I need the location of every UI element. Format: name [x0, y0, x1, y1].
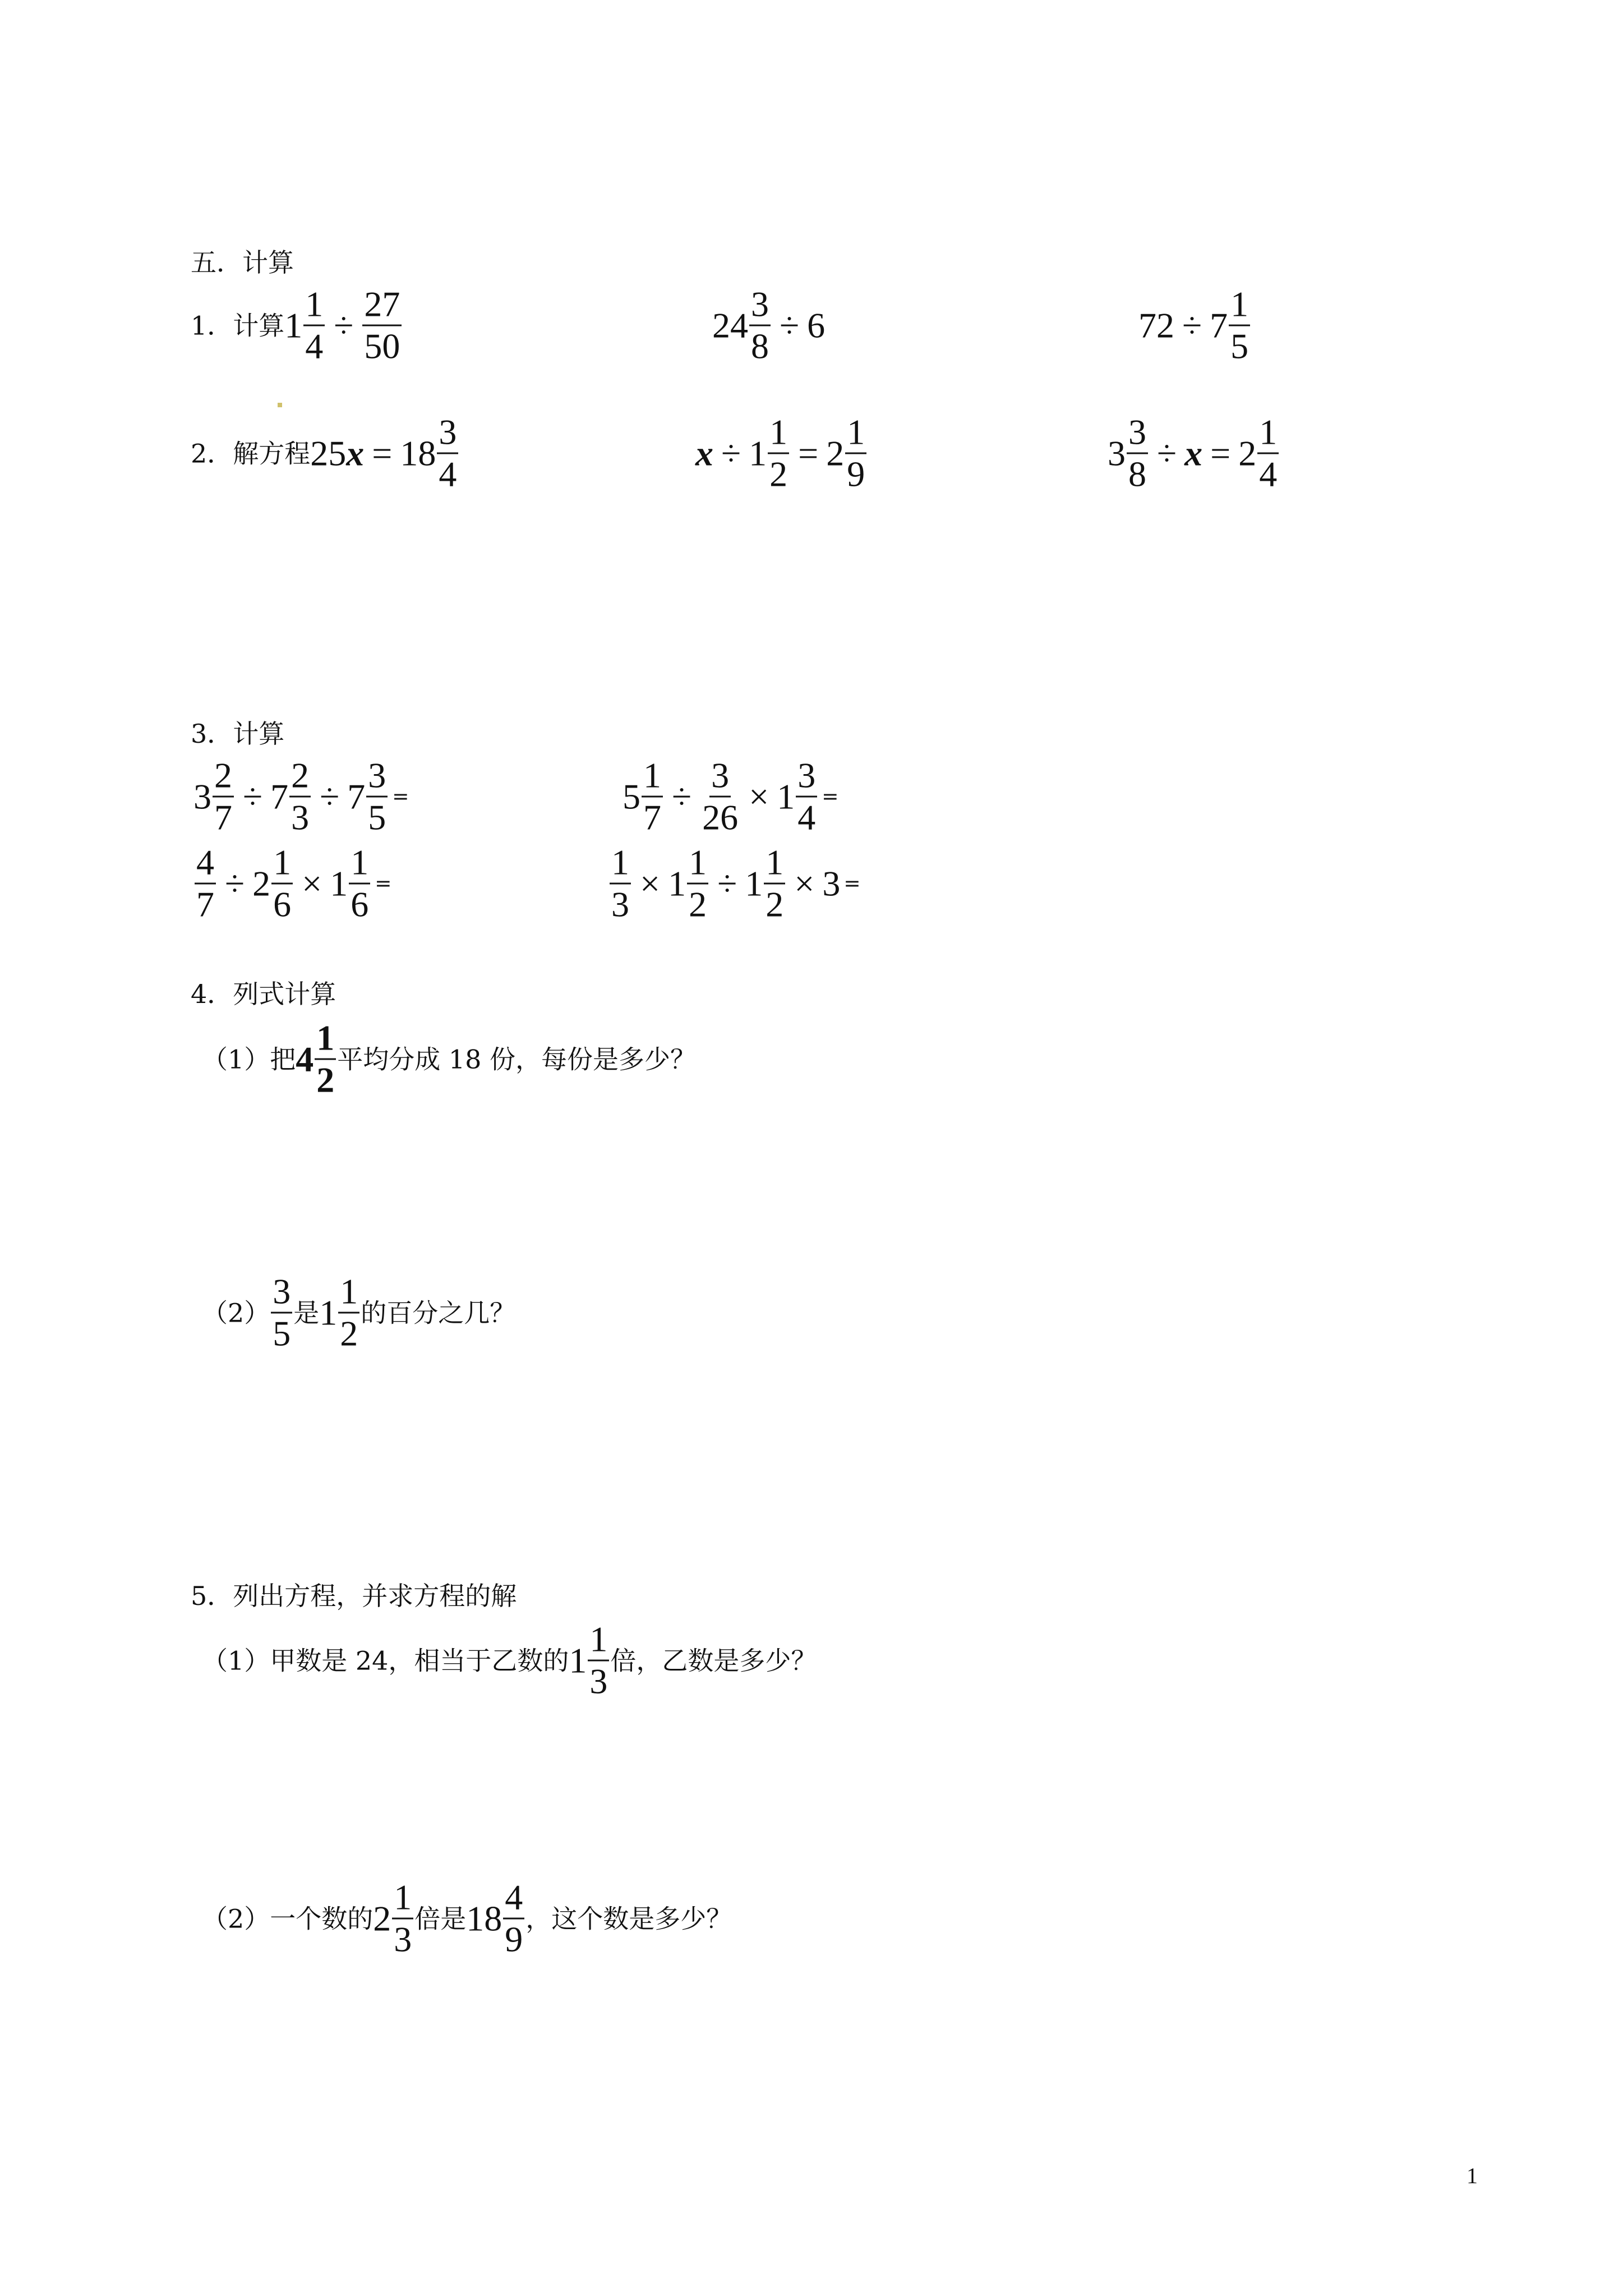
q5-part-2: （2）一个数的 2 $\frac{1}{3}$ 倍是 18 $\frac{4}{9}$ ，这个数是多少？ [202, 1877, 732, 1959]
q1-expression-1: 1 $\frac{1}{4}$ ÷ $\frac{27}{50}$ [284, 287, 403, 365]
q2-row-1 [191, 412, 459, 494]
q4-label: 4．列式计算 [191, 979, 336, 1009]
q3-expression-2: 5 $\frac{1}{7}$ ÷ $\frac{3}{26}$ × 1 $\frac{3}{4}$ = [623, 755, 839, 838]
q3-label: 3．计算 [191, 719, 285, 749]
q1-label: 1．计算 [191, 310, 285, 341]
q5-part-1: （1）甲数是 24，相当于乙数的 1 $\frac{1}{3}$ 倍，乙数是多少？ [202, 1619, 817, 1701]
q5-p2-number-1: 2 $\frac{1}{3}$ [373, 1880, 414, 1958]
q1-expression-3: 72 ÷ 7 $\frac{1}{5}$ [1138, 287, 1251, 365]
q4-p1-number: 4 $\frac{1}{2}$ [296, 1020, 337, 1098]
stray-mark [278, 403, 282, 407]
q1-row-1 [191, 284, 403, 366]
q2-expression-1: 25 x = 18 $\frac{3}{4}$ [310, 415, 459, 493]
q3-expression-1: 3 $\frac{2}{7}$ ÷ 7 $\frac{2}{3}$ ÷ 7 $\frac{3}{5}$ = [193, 755, 409, 838]
page-number: 1 [1467, 2163, 1478, 2188]
q1-expression-2: 24 $\frac{3}{8}$ ÷ 6 [712, 284, 826, 366]
q4-p2-mixed: 1 $\frac{1}{2}$ [319, 1274, 361, 1352]
q3-expression-3: $\frac{4}{7}$ ÷ 2 $\frac{1}{6}$ × 1 $\frac{1}{6}$ = [193, 845, 391, 923]
q2-expression-3: 3 $\frac{3}{8}$ ÷ x = 2 $\frac{1}{4}$ [1108, 415, 1280, 493]
q4-part-1: （1）把 4 $\frac{1}{2}$ 平均分成 18 份，每份是多少？ [202, 1018, 697, 1100]
q2-expression-2: x ÷ 1 $\frac{1}{2}$ = 2 $\frac{1}{9}$ [695, 415, 868, 493]
q4-part-2: （2） $\frac{3}{5}$ 是 1 $\frac{1}{2}$ 的百分之几？ [202, 1271, 516, 1354]
q3-expression-4: $\frac{1}{3}$ × 1 $\frac{1}{2}$ ÷ 1 $\frac{1}{2}$ × 3 = [608, 845, 860, 923]
q5-label: 5．列出方程，并求方程的解 [191, 1581, 517, 1611]
section-title: 五．计算 [191, 247, 294, 278]
q2-label: 2．解方程 [191, 438, 311, 468]
q4-p2-fraction: $\frac{3}{5}$ [270, 1274, 293, 1352]
q5-p2-number-2: 18 $\frac{4}{9}$ [466, 1880, 525, 1958]
q5-p1-number: 1 $\frac{1}{3}$ [569, 1622, 610, 1700]
